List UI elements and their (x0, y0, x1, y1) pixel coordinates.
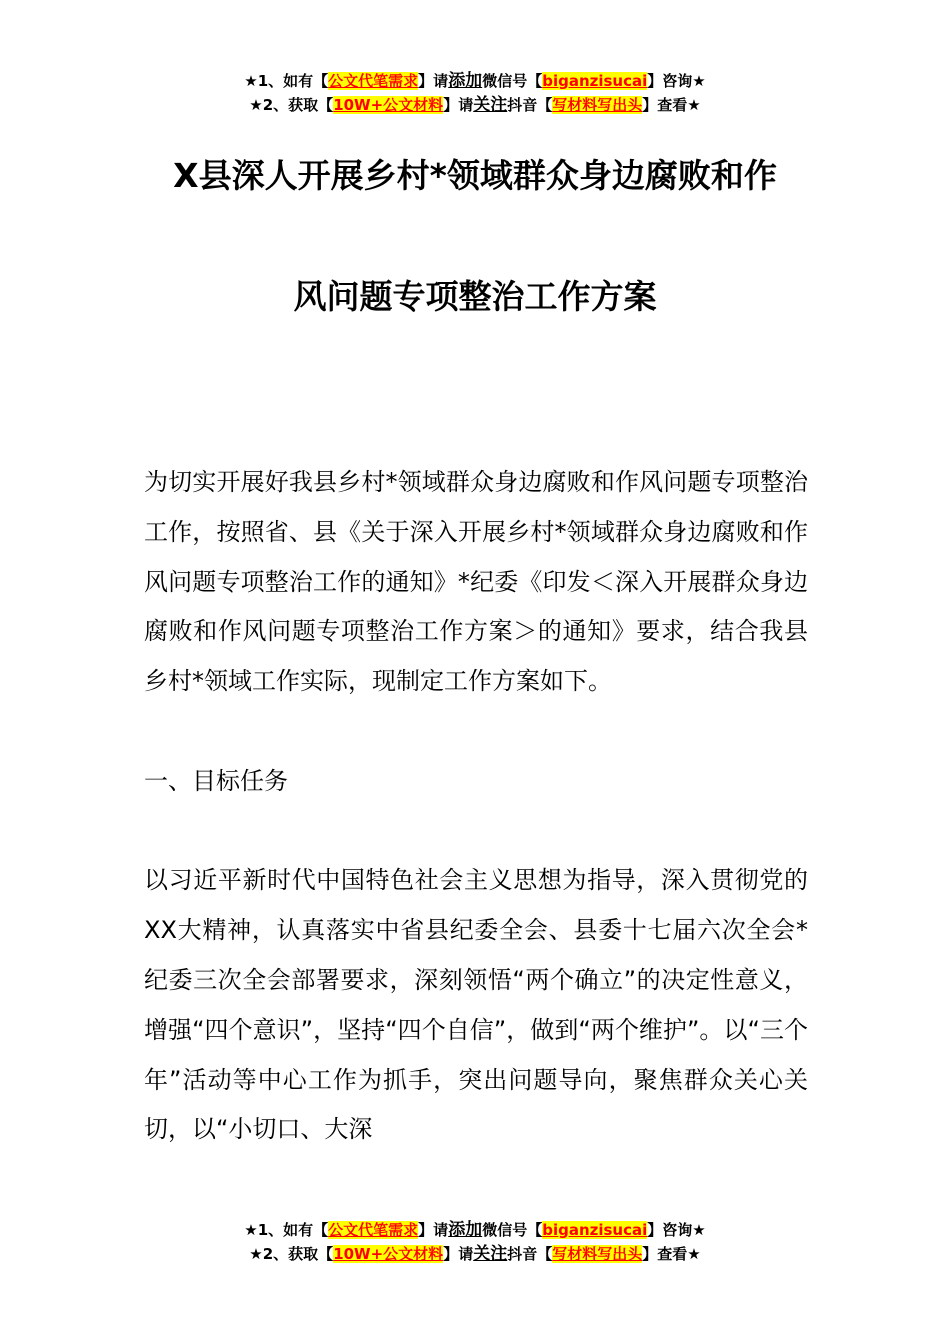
banner-line-2: ★2、获取【10W+公文材料】请关注抖音【写材料写出头】查看★ (249, 95, 701, 115)
body-text (144, 458, 808, 1155)
banner-line-1: ★1、如有【公文代笔需求】请添加微信号【biganzisucai】咨询★ (244, 71, 706, 91)
title-line-1: X县深人开展乡村*领域群众身边腐败和作 (173, 156, 777, 195)
title-line-2: 风问题专项整治工作方案 (293, 277, 657, 316)
promo-banner-bottom (0, 1218, 950, 1266)
banner-line-1: ★1、如有【公文代笔需求】请添加微信号【biganzisucai】咨询★ (244, 1220, 706, 1240)
section-heading: 一、目标任务 (144, 766, 288, 795)
banner-line-2: ★2、获取【10W+公文材料】请关注抖音【写材料写出头】查看★ (249, 1244, 701, 1264)
intro-paragraph: 为切实开展好我县乡村*领域群众身边腐败和作风问题专项整治工作，按照省、县《关于深入开展乡村*领域群众身边腐败和作风问题专项整治工作的通知》*纪委《印发＜深入开展群众身边腐败和作风问题专项整治工作方案＞的通知》要求，结合我县乡村*领域工作实际，现制定工作方案如下。 (144, 468, 808, 696)
body-paragraph: 以习近平新时代中国特色社会主义思想为指导，深入贯彻党的XX大精神，认真落实中省县纪委全会、县委十七届六次全会*纪委三次全会部署要求，深刻领悟“两个确立”的决定性意义，增强“四个意识”，坚持“四个自信”，做到“两个维护”。以“三个年”活动等中心工作为抓手，突出问题导向，聚焦群众关心关切，以“小切口、大深 (144, 866, 808, 1144)
promo-banner-top (0, 69, 950, 117)
